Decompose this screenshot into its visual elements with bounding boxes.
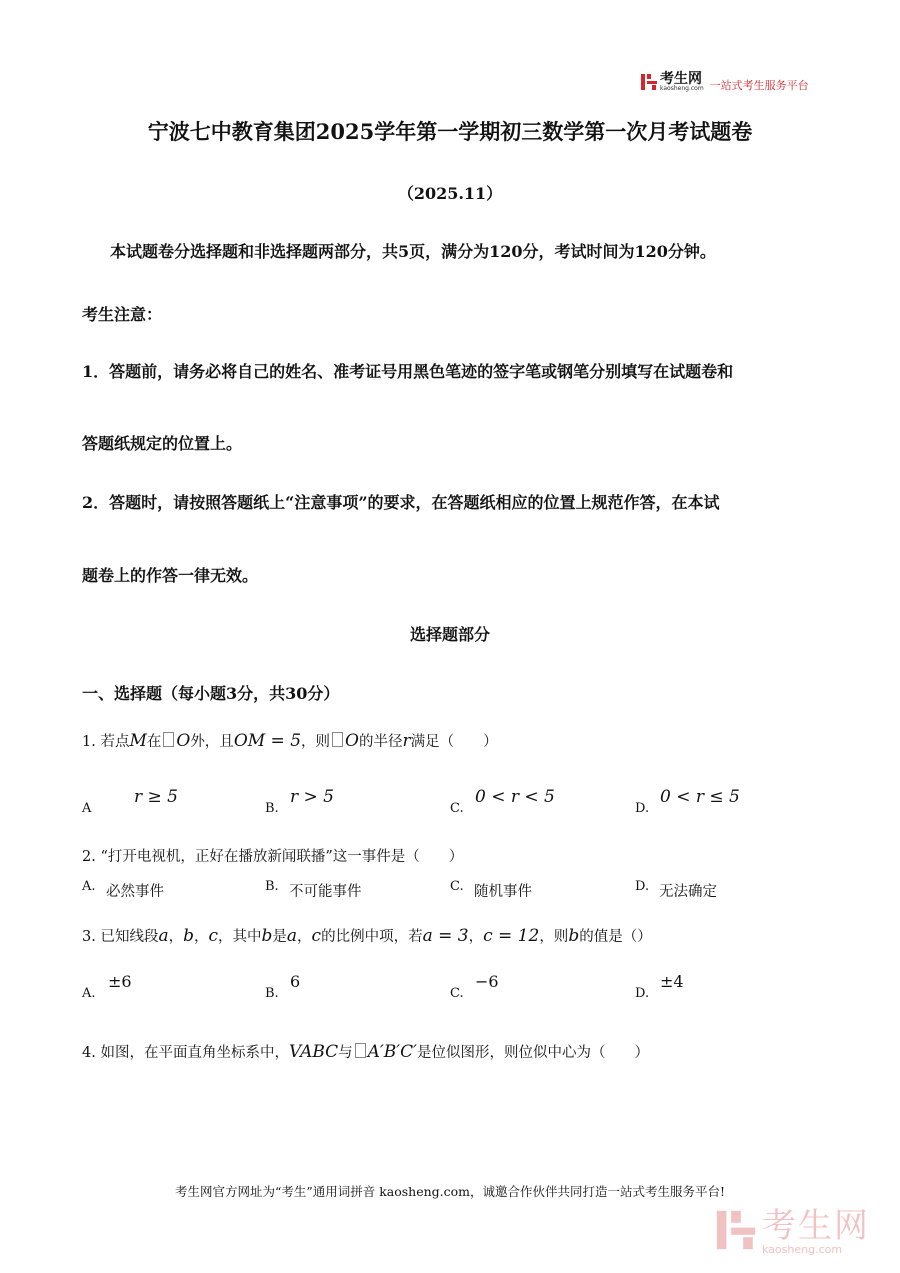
watermark-logo-icon (716, 1206, 756, 1258)
q1-option-c-label[interactable]: C. (450, 801, 464, 816)
page-footer: 考生网官方网址为“考生”通用词拼音 kaosheng.com，诚邀合作伙伴共同打造一站式考生服务平台! (174, 1184, 726, 1199)
question-2 (82, 845, 463, 866)
q1-var-r: r (402, 731, 411, 751)
q1-option-b-value[interactable]: r > 5 (290, 787, 334, 807)
q3-text: 已知线段 (100, 929, 159, 945)
q2-option-d-value[interactable]: 无法确定 (659, 884, 717, 900)
q3-option-b-value[interactable]: 6 (290, 972, 301, 991)
q3-option-d-value[interactable]: ±4 (660, 972, 684, 991)
q1-var-o: O (176, 731, 191, 751)
q1-var-o: O (345, 731, 359, 751)
q1-text: 若点 (100, 734, 130, 750)
q3-text: ，则 (539, 929, 569, 945)
q3-option-d-label[interactable]: D. (635, 986, 650, 1001)
watermark-sub: kaosheng.com (762, 1242, 843, 1256)
circle-symbol-icon (332, 732, 343, 747)
q4-triangle-abc: VABC (288, 1042, 339, 1062)
question-4 (82, 1041, 649, 1062)
q2-option-b-value[interactable]: 不可能事件 (289, 884, 362, 900)
logo-wordmark (660, 72, 704, 92)
q3-option-a-value[interactable]: ±6 (108, 972, 132, 991)
question-number: 2. (82, 849, 96, 865)
kaosheng-logo-icon (641, 72, 657, 92)
q3-text: 的比例中项，若 (321, 929, 423, 945)
part-one-heading: 一、选择题（每小题3分，共30分） (82, 684, 340, 703)
q4-text: 是位似图形，则位似中心为（ ） (417, 1045, 650, 1061)
q4-text: 与 (338, 1045, 353, 1061)
q1-option-a-value[interactable]: r ≥ 5 (134, 787, 178, 807)
q1-option-b-label[interactable]: B. (265, 801, 279, 816)
q3-option-a-label[interactable]: A. (82, 986, 96, 1001)
q3-text: ， (168, 929, 184, 945)
q2-option-d-label[interactable]: D. (635, 879, 650, 894)
section-title: 选择题部分 (409, 625, 490, 644)
watermark-text: 考生网 (762, 1205, 870, 1246)
q3-var-c: c (208, 926, 219, 946)
q1-option-d-value[interactable]: 0 < r ≤ 5 (660, 787, 740, 807)
q3-equation-a: a = 3 (422, 926, 469, 946)
q3-option-b-label[interactable]: B. (265, 986, 279, 1001)
exam-date: （2025.11） (397, 184, 503, 203)
q3-text: ， (297, 929, 312, 945)
q1-option-d-label[interactable]: D. (635, 801, 650, 816)
q3-text: 的值是（） (579, 929, 652, 945)
question-1 (82, 730, 498, 751)
notice-heading: 考生注意： (82, 305, 163, 324)
watermark-wordmark (762, 1205, 870, 1256)
q2-option-c-label[interactable]: C. (450, 879, 464, 894)
intro-text: 本试题卷分选择题和非选择题两部分，共5页，满分为120分，考试时间为120分钟。 (110, 242, 716, 261)
q1-text: 满足（ ） (410, 734, 498, 750)
q3-var-b: b (183, 926, 194, 946)
exam-title: 宁波七中教育集团2025学年第一学期初三数学第一次月考试题卷 (147, 119, 753, 144)
logo-text: 考生网 (660, 71, 702, 87)
q3-var-b: b (261, 926, 273, 946)
question-number: 3. (82, 929, 96, 945)
notice-item-1-line-2: 答题纸规定的位置上。 (82, 434, 243, 453)
circle-symbol-icon (163, 732, 174, 747)
q1-text: 在 (146, 734, 162, 750)
q2-option-a-value[interactable]: 必然事件 (106, 884, 164, 900)
q3-equation-c: c = 12 (483, 926, 540, 946)
q2-option-a-label[interactable]: A. (82, 879, 96, 894)
q1-text: 外，且 (190, 734, 234, 750)
q3-var-a: a (286, 926, 298, 946)
q3-var-c: c (311, 926, 322, 946)
q3-text: ， (468, 929, 484, 945)
q1-var-m: M (129, 731, 147, 751)
q1-text: 的半径 (358, 734, 403, 750)
triangle-symbol-icon (355, 1043, 366, 1058)
q1-option-c-value[interactable]: 0 < r < 5 (475, 787, 555, 807)
notice-item-2-line-1: 2．答题时，请按照答题纸上“注意事项”的要求，在答题纸相应的位置上规范作答，在本试 (82, 493, 720, 512)
logo-sub: kaosheng.com (660, 85, 704, 92)
q3-text: 是 (272, 929, 287, 945)
q1-equation: OM = 5 (233, 731, 302, 751)
question-3 (82, 925, 652, 946)
q3-text: ，其中 (218, 929, 262, 945)
question-number: 1. (82, 734, 96, 750)
q1-text: ，则 (301, 734, 331, 750)
q2-option-c-value[interactable]: 随机事件 (474, 884, 532, 900)
logo-slogan: 一站式考生服务平台 (709, 79, 809, 92)
header-logo[interactable] (641, 70, 809, 94)
q4-triangle-a-prime: A′B′C′ (367, 1042, 418, 1062)
q3-option-c-value[interactable]: −6 (475, 972, 499, 991)
notice-item-2-line-2: 题卷上的作答一律无效。 (82, 566, 259, 585)
q2-option-b-label[interactable]: B. (265, 879, 279, 894)
question-number: 4. (82, 1045, 96, 1061)
q1-option-a-label[interactable]: A (82, 801, 92, 816)
q2-text: “打开电视机，正好在播放新闻联播”这一事件是（ ） (100, 849, 464, 865)
q3-var-b: b (568, 926, 580, 946)
q3-text: ， (193, 929, 209, 945)
notice-item-1-line-1: 1．答题前，请务必将自己的姓名、准考证号用黑色笔迹的签字笔或钢笔分别填写在试题卷和 (82, 362, 734, 381)
q3-option-c-label[interactable]: C. (450, 986, 464, 1001)
q4-text: 如图，在平面直角坐标系中， (100, 1045, 289, 1061)
watermark (716, 1206, 870, 1258)
q3-var-a: a (158, 926, 169, 946)
